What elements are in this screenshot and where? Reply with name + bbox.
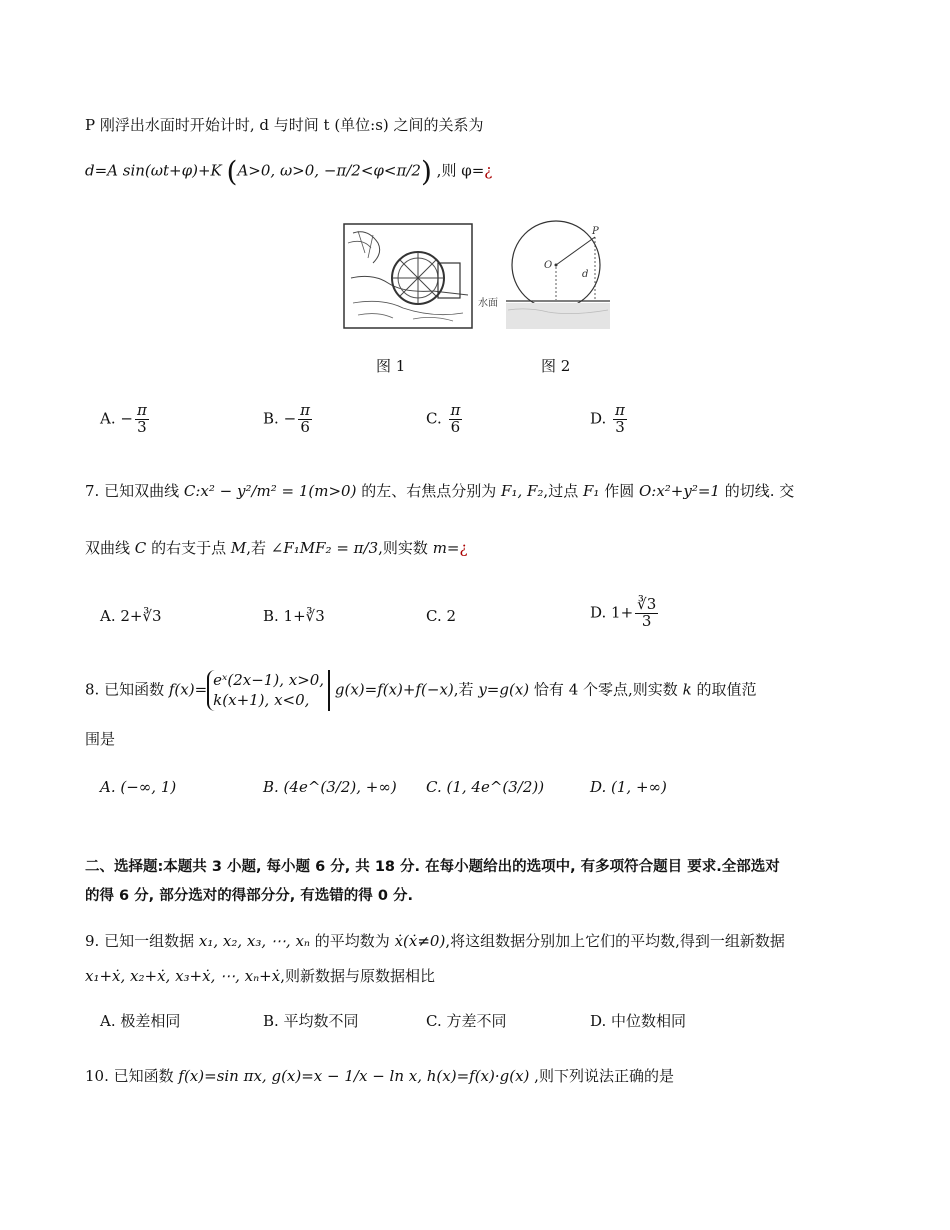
q6-option-c[interactable]: C. $\frac{\pi}{6}$ <box>426 401 461 436</box>
q10-line1: 10. 已知函数 f(x)=sin πx, g(x)=x − 1/x − ln x, h(x)=f(x)·g(x) ,则下列说法正确的是 <box>85 1067 674 1085</box>
water-label: 水面 <box>478 298 498 309</box>
q6-inv: ¿ <box>484 161 493 180</box>
q9-option-c[interactable]: C. 方差不同 <box>426 1012 507 1030</box>
q8-option-c[interactable]: C. (1, 4e^(3/2)) <box>426 778 545 796</box>
q9-option-b[interactable]: B. 平均数不同 <box>263 1012 359 1030</box>
q7-option-d[interactable]: D. 1+ $\frac{∛3}{3}$ <box>590 595 657 630</box>
q9-line2: x₁+ẋ, x₂+ẋ, x₃+ẋ, ⋯, xₙ+ẋ,则新数据与原数据相比 <box>85 967 435 985</box>
q7-option-a[interactable]: A. 2+∛3 <box>100 607 162 625</box>
fig2-p-label: P <box>592 226 599 237</box>
figure-1-waterwheel <box>343 223 473 335</box>
q6-formula: d=A sin(ωt+φ)+K <box>85 161 222 180</box>
section2-line2: 的得 6 分, 部分选对的得部分分, 有选错的得 0 分. <box>85 888 413 904</box>
q8-option-b[interactable]: B. (4e^(3/2), +∞) <box>263 778 397 796</box>
q6-formula-line: d=A sin(ωt+φ)+K (A>0, ω>0, −π/2<φ<π/2) ,则 φ=¿ <box>85 155 493 188</box>
q6-option-b[interactable]: B. − $\frac{\pi}{6}$ <box>263 401 311 436</box>
q6-then: ,则 φ= <box>436 161 485 180</box>
q6-condition: A>0, ω>0, −π/2<φ<π/2 <box>237 161 421 180</box>
q7-option-c[interactable]: C. 2 <box>426 607 457 625</box>
q7-curve: C:x² − y²/m² = 1(m>0) <box>183 482 357 500</box>
q8-line2: 围是 <box>85 730 116 748</box>
q7-line2: 双曲线 C 的右支于点 M,若 ∠F₁MF₂ = π/3,则实数 m=¿ <box>85 539 468 557</box>
q8-option-d[interactable]: D. (1, +∞) <box>590 778 667 796</box>
q9-option-d[interactable]: D. 中位数相同 <box>590 1012 687 1030</box>
q6-option-d[interactable]: D. $\frac{\pi}{3}$ <box>590 401 625 436</box>
q7-option-b[interactable]: B. 1+∛3 <box>263 607 325 625</box>
figure-2-circle <box>478 220 613 339</box>
q8-piecewise: eˣ(2x−1), x>0, k(x+1), x<0, <box>207 670 330 711</box>
fig2-o-label: O <box>544 260 553 271</box>
q6-option-a[interactable]: A. − $\frac{\pi}{3}$ <box>100 401 147 436</box>
fig2-d-label: d <box>582 269 589 280</box>
q7-line1: 7. 已知双曲线 C:x² − y²/m² = 1(m>0) 的左、右焦点分别为 F₁, F₂,过点 F₁ 作圆 O:x²+y²=1 的切线. 交 <box>85 482 795 500</box>
q9-option-a[interactable]: A. 极差相同 <box>100 1012 181 1030</box>
q6-line1: P 刚浮出水面时开始计时, d 与时间 t (单位:s) 之间的关系为 <box>85 116 484 134</box>
fig1-caption: 图 1 <box>376 357 406 375</box>
section2-line1: 二、选择题:本题共 3 小题, 每小题 6 分, 共 18 分. 在每小题给出的选项中, 有多项符合题目 要求.全部选对 <box>85 859 780 875</box>
q8-option-a[interactable]: A. (−∞, 1) <box>100 778 177 796</box>
q9-line1: 9. 已知一组数据 x₁, x₂, x₃, ⋯, xₙ 的平均数为 ẋ(ẋ≠0),将这组数据分别加上它们的平均数,得到一组新数据 <box>85 932 785 950</box>
q8-line1: 8. 已知函数 f(x)= eˣ(2x−1), x>0, k(x+1), x<0, g(x)=f(x)+f(−x),若 y=g(x) 恰有 4 个零点,则实数 k 的取值范 <box>85 671 757 710</box>
fig2-caption: 图 2 <box>541 357 571 375</box>
